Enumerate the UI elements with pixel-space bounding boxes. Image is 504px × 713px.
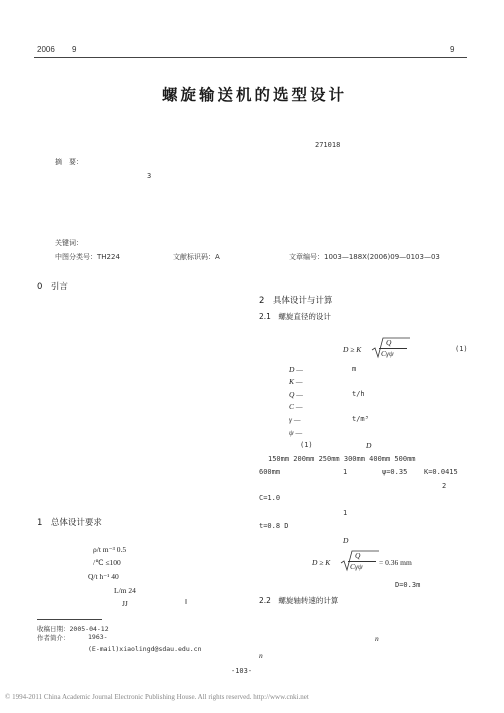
header-page: 9 (450, 45, 455, 54)
document-code: 文献标识码：A (173, 253, 220, 261)
var-q-symbol: Q — (289, 390, 303, 399)
page-title: 螺旋输送机的选型设计 (162, 86, 348, 104)
standard-sizes: 150mm 200mm 250mm 300mm 400mm 500mm (268, 455, 416, 463)
postcode: 271018 (315, 141, 341, 149)
req-capacity: Q/t h⁻¹ 40 (88, 572, 119, 581)
formula2-denominator: Cγψ (350, 562, 363, 571)
body-line1-ref: (1) (300, 441, 313, 449)
pitch-relation: t=0.8 D (259, 522, 289, 530)
received-date: 收稿日期：2005-04-12 (37, 625, 109, 633)
var-d-unit: m (352, 365, 357, 373)
formula1-denominator: Cγψ (381, 349, 394, 358)
subsection-diameter-heading: 2.1 螺旋直径的设计 (259, 312, 331, 321)
section-overall-heading: 1 总体设计要求 (37, 518, 102, 528)
section-design-heading: 2 具体设计与计算 (259, 296, 333, 306)
var-d-symbol: D — (289, 365, 303, 374)
psi-value: ψ=0.35 (382, 468, 408, 476)
section-intro-heading: 0 引言 (37, 282, 68, 292)
var-k-symbol: K — (289, 377, 303, 386)
body-line3-size: 600mm (259, 468, 281, 476)
speed-n-sub: n (259, 651, 263, 660)
formula1-lhs: D ≥ K (343, 345, 362, 354)
var-gamma-unit: t/m³ (352, 415, 369, 423)
body-line1-d: D (366, 441, 372, 450)
header-year: 2006 (37, 45, 55, 54)
body-d: D (343, 536, 349, 545)
author-email: (E-mail)xiaolingd@sdau.edu.cn (88, 645, 202, 653)
var-c-symbol: C — (289, 402, 303, 411)
formula1-number: (1) (455, 345, 468, 353)
abstract-digit: 3 (147, 172, 152, 180)
header-issue: 9 (72, 45, 77, 54)
formula2-rhs: = 0.36 mm (379, 558, 412, 567)
var-q-unit: t/h (352, 390, 365, 398)
formula2-numerator: Q (355, 551, 361, 560)
c-value: C=1.0 (259, 494, 281, 502)
article-number: 文章编号：1003—188X(2006)09—0103—03 (289, 253, 440, 261)
var-gamma-symbol: γ — (289, 415, 301, 424)
req-bar: ‖ (185, 597, 188, 606)
var-psi-symbol: ψ — (289, 428, 303, 437)
req-length: L/m 24 (114, 586, 136, 595)
header-rule (34, 57, 467, 58)
k-value: K=0.0415 (424, 468, 458, 476)
author-born: 1963- (88, 633, 108, 641)
body-line4-two: 2 (442, 482, 447, 490)
req-jj: JJ (122, 599, 128, 608)
copyright-notice: © 1994-2011 China Academic Journal Electronic Publishing House. All rights reserved. http://www.cnki.net (5, 693, 309, 701)
req-temperature: /℃ ≤100 (93, 558, 121, 567)
abstract-label: 摘 要： (55, 158, 83, 166)
keywords-label: 关键词： (55, 239, 83, 247)
speed-n: n (375, 634, 379, 643)
formula2-lhs: D ≥ K (312, 558, 331, 567)
body-one: 1 (343, 509, 348, 517)
body-line3-one: 1 (343, 468, 348, 476)
author-label: 作者简介： (37, 634, 70, 642)
page-number: -103- (231, 667, 253, 675)
clc-number: 中图分类号：TH224 (55, 253, 120, 261)
subsection-speed-heading: 2.2 螺旋轴转速的计算 (259, 596, 339, 605)
formula1-numerator: Q (386, 338, 392, 347)
req-density: ρ/t m⁻³ 0.5 (93, 545, 127, 554)
diameter-result: D=0.3m (395, 581, 421, 589)
footnote-rule (37, 619, 102, 620)
